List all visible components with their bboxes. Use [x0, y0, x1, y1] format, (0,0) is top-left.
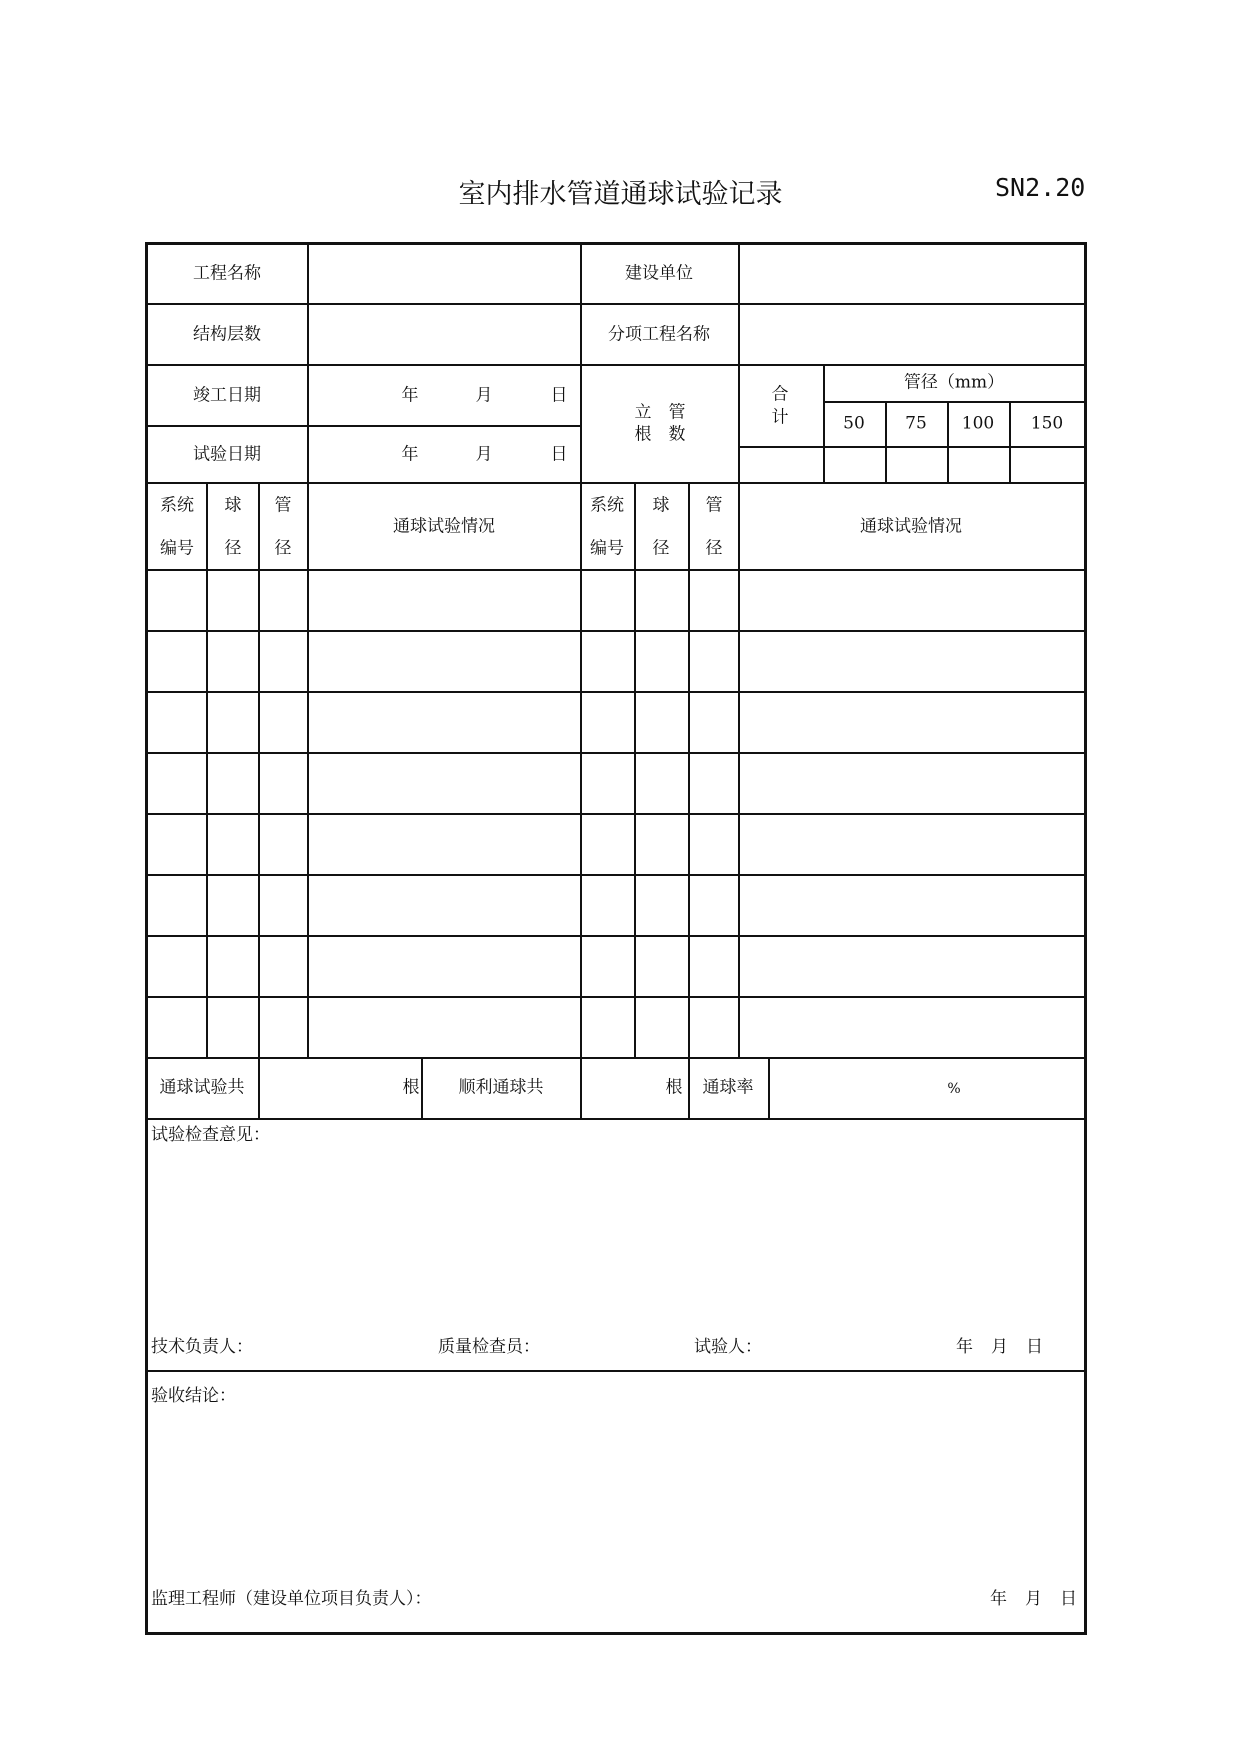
grid-line [146, 482, 1086, 484]
pipe-diameter-header: 径 [274, 538, 292, 559]
completion-month: 月 [475, 385, 493, 406]
completion-date-field[interactable] [309, 366, 579, 425]
grid-line [146, 1370, 1086, 1372]
left-system-no-cell[interactable] [148, 876, 206, 935]
riser-count-label: 根 数 [634, 424, 686, 445]
subproject-name-field[interactable] [740, 305, 1085, 364]
total-tested-unit: 根 [402, 1077, 420, 1098]
count-100-field[interactable] [949, 448, 1009, 482]
left-ball-diameter-cell[interactable] [208, 632, 258, 691]
left-system-no-cell[interactable] [148, 571, 206, 630]
total-label: 合 [771, 384, 789, 405]
right-pipe-diameter-cell[interactable] [690, 632, 738, 691]
test-date-field[interactable] [309, 427, 579, 482]
right-ball-diameter-cell[interactable] [636, 815, 688, 874]
test-day: 日 [550, 444, 568, 465]
left-test-status-cell[interactable] [309, 632, 580, 691]
left-ball-diameter-cell[interactable] [208, 937, 258, 996]
right-system-no-cell[interactable] [582, 632, 634, 691]
inspection-year: 年 [956, 1337, 973, 1357]
quality-inspector-label: 质量检查员： [438, 1337, 540, 1357]
left-pipe-diameter-cell[interactable] [260, 693, 307, 752]
completion-day: 日 [550, 385, 568, 406]
passed-unit: 根 [665, 1077, 683, 1098]
left-system-no-cell[interactable] [148, 998, 206, 1057]
project-name-field[interactable] [309, 244, 579, 303]
passed-count-field[interactable] [582, 1059, 662, 1118]
total-tested-field[interactable] [260, 1059, 400, 1118]
right-ball-diameter-cell[interactable] [636, 876, 688, 935]
inspection-day: 日 [1026, 1337, 1043, 1357]
right-ball-diameter-cell[interactable] [636, 571, 688, 630]
pass-rate-field[interactable] [770, 1059, 1085, 1118]
acceptance-day: 日 [1060, 1589, 1077, 1609]
ball-diameter-header: 球 [224, 495, 242, 516]
left-test-status-cell[interactable] [309, 937, 580, 996]
left-system-no-cell[interactable] [148, 815, 206, 874]
right-test-status-cell[interactable] [740, 998, 1085, 1057]
grid-line [823, 401, 1086, 403]
subproject-name-label: 分项工程名称 [608, 324, 710, 345]
right-test-status-cell[interactable] [740, 937, 1085, 996]
form-code: SN2.20 [995, 173, 1086, 202]
pipe-diameter-label: 管径（mm） [903, 372, 1005, 393]
right-pipe-diameter-cell[interactable] [690, 937, 738, 996]
count-50-field[interactable] [825, 448, 885, 482]
right-pipe-diameter-cell[interactable] [690, 815, 738, 874]
test-year: 年 [401, 444, 419, 465]
tester-label: 试验人： [694, 1337, 762, 1357]
right-ball-diameter-cell[interactable] [636, 998, 688, 1057]
left-ball-diameter-cell[interactable] [208, 693, 258, 752]
left-ball-diameter-cell[interactable] [208, 876, 258, 935]
tech-lead-label: 技术负责人： [151, 1337, 253, 1357]
left-pipe-diameter-cell[interactable] [260, 815, 307, 874]
right-test-status-cell[interactable] [740, 693, 1085, 752]
grid-line [146, 1118, 1086, 1120]
acceptance-conclusion-field[interactable] [148, 1410, 1084, 1580]
system-no-header: 系统 [590, 495, 624, 516]
right-ball-diameter-cell[interactable] [636, 937, 688, 996]
pass-rate-label: 通球率 [702, 1077, 754, 1098]
completion-date-label: 竣工日期 [193, 385, 261, 406]
right-system-no-cell[interactable] [582, 693, 634, 752]
right-system-no-cell[interactable] [582, 754, 634, 813]
right-system-no-cell[interactable] [582, 815, 634, 874]
count-150-field[interactable] [1011, 448, 1085, 482]
construction-unit-label: 建设单位 [625, 263, 693, 284]
left-test-status-cell[interactable] [309, 754, 580, 813]
test-date-label: 试验日期 [193, 444, 261, 465]
inspection-opinion-label: 试验检查意见： [151, 1125, 270, 1145]
total-count-field[interactable] [740, 448, 823, 482]
construction-unit-field[interactable] [740, 244, 1085, 303]
diameter-150: 150 [1030, 413, 1064, 434]
left-pipe-diameter-cell[interactable] [260, 937, 307, 996]
right-test-status-cell[interactable] [740, 754, 1085, 813]
left-system-no-cell[interactable] [148, 632, 206, 691]
acceptance-month: 月 [1025, 1589, 1042, 1609]
pipe-diameter-header: 管 [705, 495, 723, 516]
count-75-field[interactable] [887, 448, 947, 482]
total-label: 计 [771, 407, 789, 428]
completion-year: 年 [401, 385, 419, 406]
right-ball-diameter-cell[interactable] [636, 632, 688, 691]
riser-count-label: 立 管 [634, 402, 686, 423]
ball-diameter-header: 径 [652, 538, 670, 559]
right-test-status-cell[interactable] [740, 632, 1085, 691]
project-name-label: 工程名称 [193, 263, 261, 284]
right-pipe-diameter-cell[interactable] [690, 693, 738, 752]
ball-diameter-header: 径 [224, 538, 242, 559]
supervisor-label: 监理工程师（建设单位项目负责人）： [151, 1589, 432, 1609]
diameter-75: 75 [905, 413, 927, 434]
left-test-status-cell[interactable] [309, 693, 580, 752]
left-test-status-cell[interactable] [309, 815, 580, 874]
left-test-status-cell[interactable] [309, 876, 580, 935]
left-ball-diameter-cell[interactable] [208, 754, 258, 813]
total-tested-label: 通球试验共 [159, 1077, 245, 1098]
pipe-diameter-header: 管 [274, 495, 292, 516]
left-pipe-diameter-cell[interactable] [260, 876, 307, 935]
acceptance-year: 年 [990, 1589, 1007, 1609]
left-pipe-diameter-cell[interactable] [260, 632, 307, 691]
test-status-header: 通球试验情况 [393, 516, 495, 537]
right-system-no-cell[interactable] [582, 876, 634, 935]
right-ball-diameter-cell[interactable] [636, 754, 688, 813]
right-pipe-diameter-cell[interactable] [690, 876, 738, 935]
structure-floors-label: 结构层数 [193, 324, 261, 345]
right-system-no-cell[interactable] [582, 998, 634, 1057]
left-test-status-cell[interactable] [309, 571, 580, 630]
percent-sign: % [947, 1081, 961, 1097]
passed-label: 顺利通球共 [458, 1077, 544, 1098]
right-system-no-cell[interactable] [582, 937, 634, 996]
right-test-status-cell[interactable] [740, 876, 1085, 935]
left-pipe-diameter-cell[interactable] [260, 754, 307, 813]
right-test-status-cell[interactable] [740, 815, 1085, 874]
left-system-no-cell[interactable] [148, 754, 206, 813]
right-pipe-diameter-cell[interactable] [690, 571, 738, 630]
left-ball-diameter-cell[interactable] [208, 998, 258, 1057]
left-ball-diameter-cell[interactable] [208, 815, 258, 874]
test-month: 月 [475, 444, 493, 465]
left-ball-diameter-cell[interactable] [208, 571, 258, 630]
system-no-header: 编号 [590, 538, 624, 559]
inspection-month: 月 [991, 1337, 1008, 1357]
right-test-status-cell[interactable] [740, 571, 1085, 630]
right-system-no-cell[interactable] [582, 571, 634, 630]
inspection-opinion-field[interactable] [148, 1150, 1084, 1330]
left-system-no-cell[interactable] [148, 693, 206, 752]
left-pipe-diameter-cell[interactable] [260, 998, 307, 1057]
left-system-no-cell[interactable] [148, 937, 206, 996]
system-no-header: 系统 [160, 495, 194, 516]
left-test-status-cell[interactable] [309, 998, 580, 1057]
left-pipe-diameter-cell[interactable] [260, 571, 307, 630]
right-ball-diameter-cell[interactable] [636, 693, 688, 752]
right-pipe-diameter-cell[interactable] [690, 754, 738, 813]
grid-line [421, 1057, 423, 1118]
right-pipe-diameter-cell[interactable] [690, 998, 738, 1057]
diameter-100: 100 [961, 413, 995, 434]
system-no-header: 编号 [160, 538, 194, 559]
page-title: 室内排水管道通球试验记录 [458, 179, 783, 210]
test-status-header: 通球试验情况 [860, 516, 962, 537]
structure-floors-field[interactable] [309, 305, 579, 364]
acceptance-conclusion-label: 验收结论： [151, 1386, 236, 1406]
diameter-50: 50 [843, 413, 865, 434]
grid-line [146, 364, 1086, 366]
pipe-diameter-header: 径 [705, 538, 723, 559]
ball-diameter-header: 球 [652, 495, 670, 516]
